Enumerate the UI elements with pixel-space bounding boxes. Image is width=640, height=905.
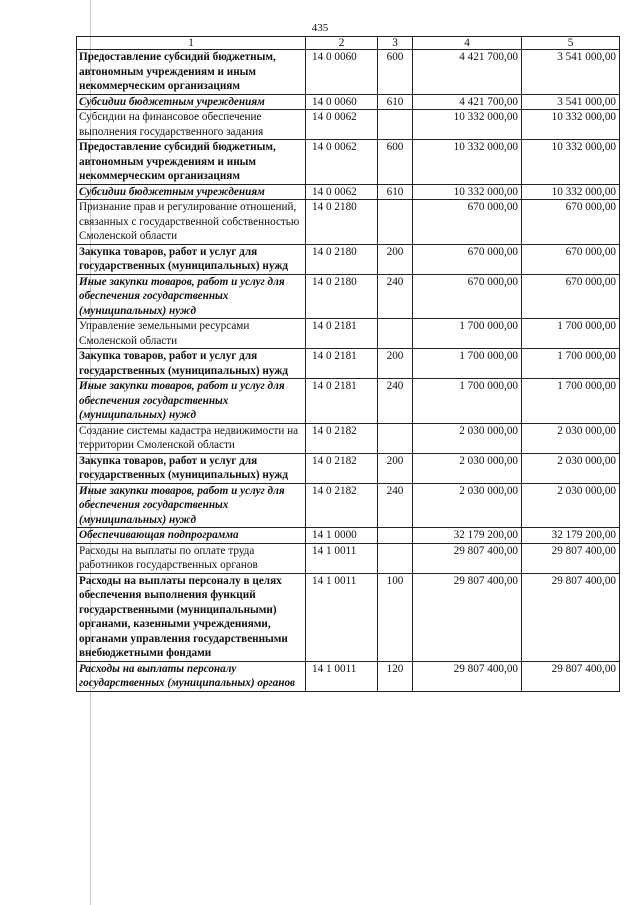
row-sum2-cell: 2 030 000,00: [522, 483, 620, 528]
row-name-cell: Закупка товаров, работ и услуг для государственных (муниципальных) нужд: [77, 453, 306, 483]
row-sum2-cell: 1 700 000,00: [522, 379, 620, 424]
row-type-cell: 240: [378, 483, 413, 528]
row-name-cell: Закупка товаров, работ и услуг для государственных (муниципальных) нужд: [77, 349, 306, 379]
row-sum1-cell: 1 700 000,00: [413, 379, 522, 424]
row-code-cell: 14 0 0062: [306, 184, 378, 200]
row-code-cell: 14 0 2182: [306, 423, 378, 453]
row-sum2-cell: 29 807 400,00: [522, 573, 620, 661]
table-row: [77, 140, 620, 185]
row-name-cell: Расходы на выплаты персоналу в целях обеспечения выполнения функций государственными (муниципальными) органами, казенными учреждениями, органами управления государственными внебюджетными фондами: [77, 573, 306, 661]
row-code-cell: 14 0 2181: [306, 319, 378, 349]
row-code-cell: 14 0 0062: [306, 140, 378, 185]
row-code-cell: 14 0 0060: [306, 50, 378, 95]
row-type-cell: 240: [378, 379, 413, 424]
row-sum2-cell: 1 700 000,00: [522, 319, 620, 349]
row-name-cell: Предоставление субсидий бюджетным, автономным учреждениям и иным некоммерческим организациям: [77, 50, 306, 95]
row-sum2-cell: 670 000,00: [522, 244, 620, 274]
header-row: [77, 37, 620, 50]
row-sum1-cell: 670 000,00: [413, 274, 522, 319]
row-sum2-cell: 10 332 000,00: [522, 184, 620, 200]
table-row: [77, 244, 620, 274]
table-row: [77, 453, 620, 483]
row-type-cell: 200: [378, 349, 413, 379]
row-type-cell: 240: [378, 274, 413, 319]
row-sum2-cell: 29 807 400,00: [522, 543, 620, 573]
row-code-cell: 14 1 0011: [306, 573, 378, 661]
row-sum2-cell: 10 332 000,00: [522, 140, 620, 185]
table-row: [77, 319, 620, 349]
row-type-cell: 600: [378, 50, 413, 95]
header-cell: 1: [77, 37, 306, 50]
table-row: [77, 94, 620, 110]
row-type-cell: 610: [378, 184, 413, 200]
page-number: 435: [311, 22, 329, 34]
row-name-cell: Предоставление субсидий бюджетным, автономным учреждениям и иным некоммерческим организациям: [77, 140, 306, 185]
row-type-cell: [378, 110, 413, 140]
table-row: [77, 349, 620, 379]
table-row: [77, 184, 620, 200]
row-sum1-cell: 29 807 400,00: [413, 573, 522, 661]
row-code-cell: 14 1 0011: [306, 661, 378, 691]
row-name-cell: Иные закупки товаров, работ и услуг для обеспечения государственных (муниципальных) нужд: [77, 274, 306, 319]
row-sum1-cell: 10 332 000,00: [413, 184, 522, 200]
row-code-cell: 14 0 2181: [306, 379, 378, 424]
table-row: [77, 573, 620, 661]
header-cell: 4: [413, 37, 522, 50]
row-name-cell: Субсидии на финансовое обеспечение выполнения государственного задания: [77, 110, 306, 140]
row-sum1-cell: 1 700 000,00: [413, 349, 522, 379]
row-sum2-cell: 3 541 000,00: [522, 94, 620, 110]
row-type-cell: 100: [378, 573, 413, 661]
row-sum2-cell: 10 332 000,00: [522, 110, 620, 140]
budget-table: [76, 36, 620, 692]
header-cell: 3: [378, 37, 413, 50]
row-type-cell: 610: [378, 94, 413, 110]
table-row: [77, 423, 620, 453]
row-sum2-cell: 2 030 000,00: [522, 453, 620, 483]
row-sum1-cell: 2 030 000,00: [413, 423, 522, 453]
table-row: [77, 483, 620, 528]
row-sum2-cell: 32 179 200,00: [522, 528, 620, 544]
row-sum1-cell: 4 421 700,00: [413, 50, 522, 95]
row-sum2-cell: 670 000,00: [522, 200, 620, 245]
row-type-cell: [378, 543, 413, 573]
table-row: [77, 543, 620, 573]
row-sum1-cell: 2 030 000,00: [413, 483, 522, 528]
row-sum1-cell: 29 807 400,00: [413, 543, 522, 573]
row-name-cell: Расходы на выплаты по оплате труда работников государственных органов: [77, 543, 306, 573]
row-code-cell: 14 0 2182: [306, 483, 378, 528]
row-sum1-cell: 2 030 000,00: [413, 453, 522, 483]
row-sum1-cell: 4 421 700,00: [413, 94, 522, 110]
row-name-cell: Обеспечивающая подпрограмма: [77, 528, 306, 544]
row-name-cell: Иные закупки товаров, работ и услуг для обеспечения государственных (муниципальных) нужд: [77, 483, 306, 528]
table-row: [77, 110, 620, 140]
row-sum2-cell: 29 807 400,00: [522, 661, 620, 691]
row-code-cell: 14 1 0000: [306, 528, 378, 544]
table-row: [77, 661, 620, 691]
row-code-cell: 14 1 0011: [306, 543, 378, 573]
row-sum1-cell: 1 700 000,00: [413, 319, 522, 349]
header-cell: 2: [306, 37, 378, 50]
row-sum1-cell: 670 000,00: [413, 200, 522, 245]
row-name-cell: Расходы на выплаты персоналу государственных (муниципальных) органов: [77, 661, 306, 691]
row-type-cell: 200: [378, 244, 413, 274]
row-type-cell: [378, 200, 413, 245]
row-code-cell: 14 0 2181: [306, 349, 378, 379]
row-sum1-cell: 10 332 000,00: [413, 110, 522, 140]
row-code-cell: 14 0 2180: [306, 244, 378, 274]
row-code-cell: 14 0 0060: [306, 94, 378, 110]
row-type-cell: [378, 319, 413, 349]
row-sum1-cell: 670 000,00: [413, 244, 522, 274]
row-sum1-cell: 32 179 200,00: [413, 528, 522, 544]
table-row: [77, 50, 620, 95]
row-code-cell: 14 0 2180: [306, 200, 378, 245]
row-name-cell: Создание системы кадастра недвижимости на территории Смоленской области: [77, 423, 306, 453]
row-sum1-cell: 10 332 000,00: [413, 140, 522, 185]
header-cell: 5: [522, 37, 620, 50]
table-row: [77, 200, 620, 245]
row-type-cell: [378, 423, 413, 453]
row-name-cell: Иные закупки товаров, работ и услуг для обеспечения государственных (муниципальных) нужд: [77, 379, 306, 424]
row-code-cell: 14 0 2182: [306, 453, 378, 483]
row-sum2-cell: 2 030 000,00: [522, 423, 620, 453]
row-sum1-cell: 29 807 400,00: [413, 661, 522, 691]
row-type-cell: 200: [378, 453, 413, 483]
row-sum2-cell: 1 700 000,00: [522, 349, 620, 379]
table-row: [77, 379, 620, 424]
table-body: [77, 50, 620, 692]
row-name-cell: Признание прав и регулирование отношений, связанных с государственной собственностью Смоленской области: [77, 200, 306, 245]
row-type-cell: [378, 528, 413, 544]
row-sum2-cell: 3 541 000,00: [522, 50, 620, 95]
row-sum2-cell: 670 000,00: [522, 274, 620, 319]
row-name-cell: Субсидии бюджетным учреждениям: [77, 184, 306, 200]
row-code-cell: 14 0 2180: [306, 274, 378, 319]
row-type-cell: 120: [378, 661, 413, 691]
row-name-cell: Управление земельными ресурсами Смоленской области: [77, 319, 306, 349]
row-name-cell: Закупка товаров, работ и услуг для государственных (муниципальных) нужд: [77, 244, 306, 274]
row-name-cell: Субсидии бюджетным учреждениям: [77, 94, 306, 110]
table-row: [77, 274, 620, 319]
row-code-cell: 14 0 0062: [306, 110, 378, 140]
row-type-cell: 600: [378, 140, 413, 185]
table-row: [77, 528, 620, 544]
